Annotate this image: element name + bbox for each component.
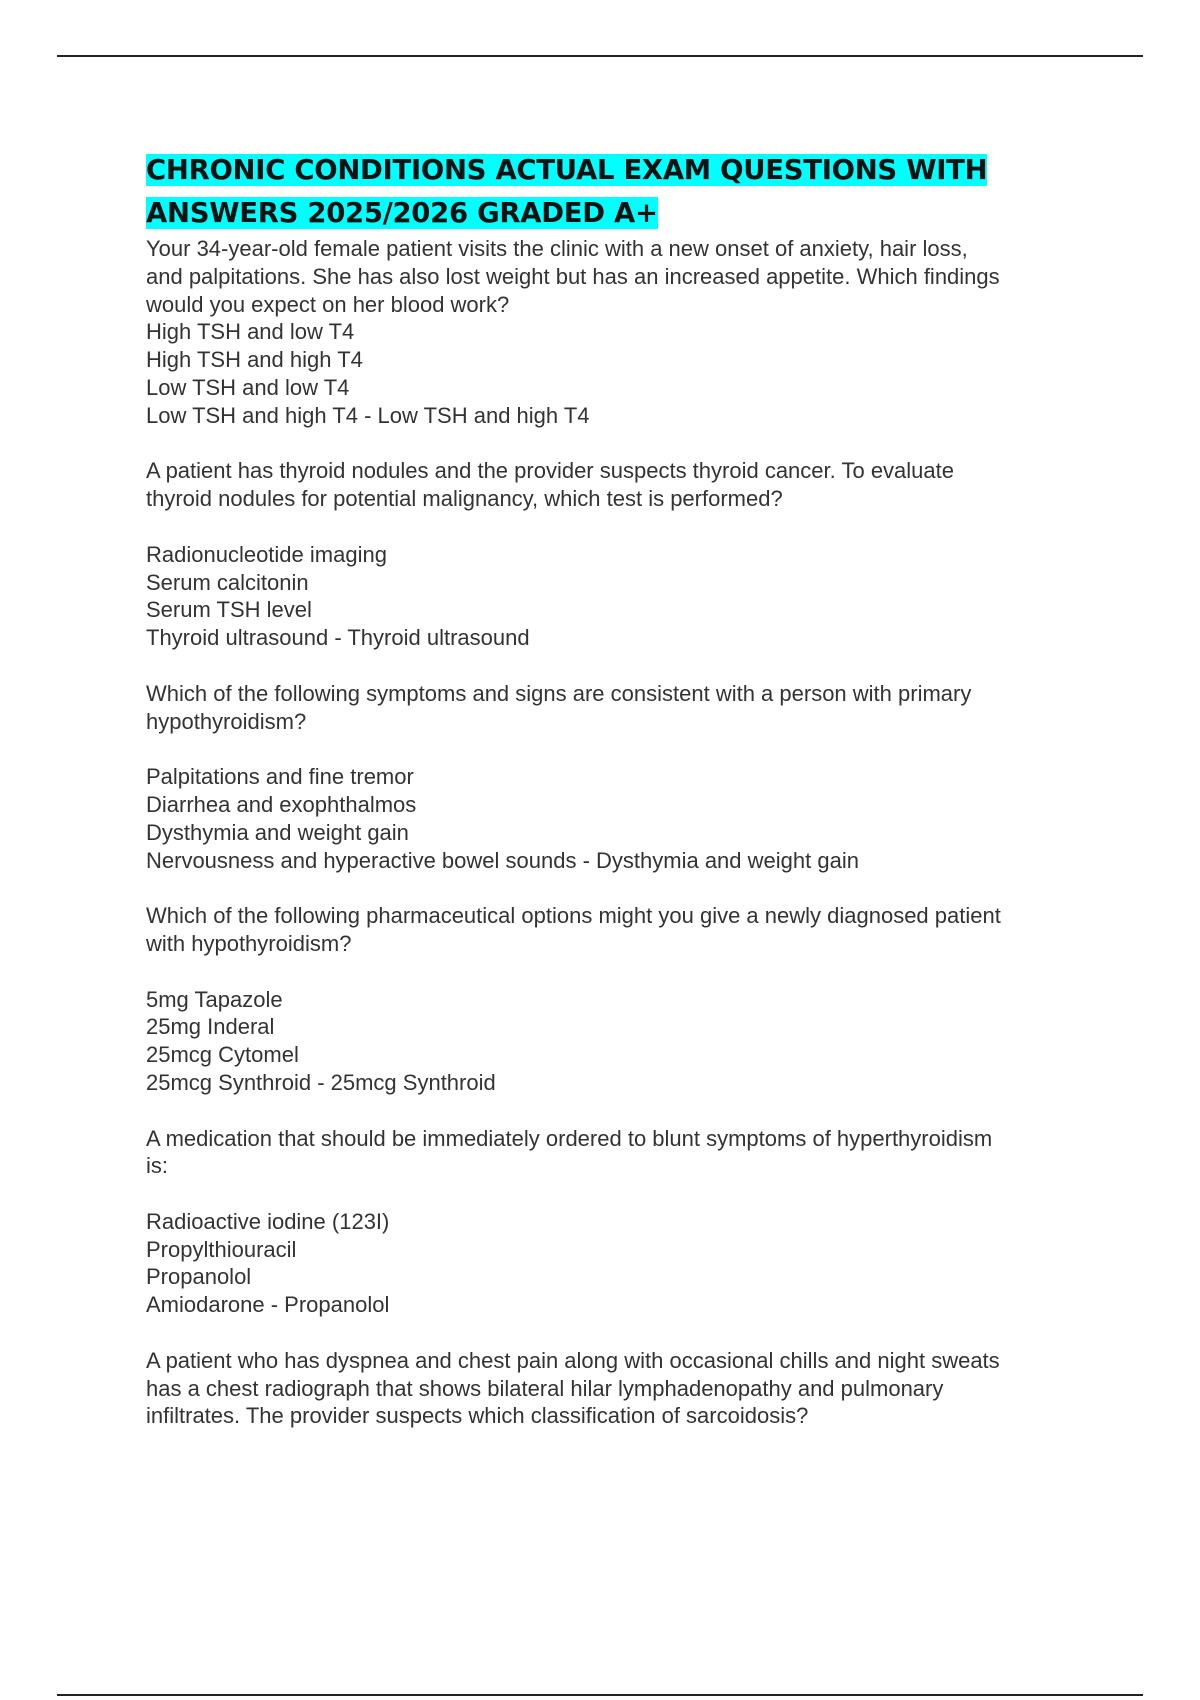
answer-option: Diarrhea and exophthalmos [146, 791, 417, 817]
question-stem-line: has a chest radiograph that shows bilateral hilar lymphadenopathy and pulmonary [146, 1375, 944, 1401]
document-body [146, 149, 1096, 1430]
blank-line [146, 652, 1096, 680]
question-stem-line: A patient who has dyspnea and chest pain along with occasional chills and night sweats [146, 1347, 1000, 1373]
blank-line [146, 1319, 1096, 1347]
footer-rule [57, 1694, 1143, 1696]
title-line-2: ANSWERS 2025/2026 GRADED A+ [146, 197, 658, 229]
blank-line [146, 1097, 1096, 1125]
answer-option: 5mg Tapazole [146, 986, 283, 1012]
question-list [146, 235, 1096, 1430]
question-stem-line: thyroid nodules for potential malignancy, which test is performed? [146, 486, 783, 512]
answer-option: Radionucleotide imaging [146, 541, 387, 567]
blank-line [146, 735, 1096, 763]
answer-option: Propanolol [146, 1264, 252, 1290]
question-stem-line: Which of the following symptoms and signs are consistent with a person with primary [146, 680, 972, 706]
answer-option: Amiodarone - Propanolol [146, 1292, 390, 1318]
blank-line [146, 874, 1096, 902]
question-stem-line: would you expect on her blood work? [146, 291, 510, 317]
answer-option: High TSH and low T4 [146, 319, 355, 345]
blank-line [146, 430, 1096, 458]
blank-line [146, 958, 1096, 986]
answer-option: Nervousness and hyperactive bowel sounds - Dysthymia and weight gain [146, 847, 859, 873]
header-rule [57, 55, 1143, 57]
answer-option: Serum TSH level [146, 597, 312, 623]
question-block [146, 652, 1096, 874]
question-block [146, 235, 1096, 430]
document-title [146, 149, 1096, 235]
blank-line [146, 513, 1096, 541]
question-block [146, 1097, 1096, 1319]
answer-option: Palpitations and fine tremor [146, 764, 414, 790]
answer-option: Low TSH and low T4 [146, 374, 350, 400]
answer-option: Serum calcitonin [146, 569, 309, 595]
question-block [146, 430, 1096, 652]
answer-option: Dysthymia and weight gain [146, 819, 409, 845]
answer-option: Radioactive iodine (123I) [146, 1208, 390, 1234]
answer-option: 25mcg Synthroid - 25mcg Synthroid [146, 1069, 496, 1095]
blank-line [146, 1180, 1096, 1208]
answer-option: Propylthiouracil [146, 1236, 297, 1262]
question-stem-line: hypothyroidism? [146, 708, 307, 734]
title-line-1: CHRONIC CONDITIONS ACTUAL EXAM QUESTIONS WITH [146, 154, 988, 186]
question-stem-line: is: [146, 1153, 168, 1179]
answer-option: Low TSH and high T4 - Low TSH and high T4 [146, 402, 590, 428]
answer-option: 25mg Inderal [146, 1014, 275, 1040]
question-stem-line: infiltrates. The provider suspects which classification of sarcoidosis? [146, 1403, 809, 1429]
question-stem-line: Which of the following pharmaceutical options might you give a newly diagnosed patient [146, 903, 1001, 929]
answer-option: Thyroid ultrasound - Thyroid ultrasound [146, 625, 530, 651]
question-block [146, 874, 1096, 1096]
answer-option: High TSH and high T4 [146, 347, 363, 373]
answer-option: 25mcg Cytomel [146, 1042, 299, 1068]
question-stem-line: A patient has thyroid nodules and the provider suspects thyroid cancer. To evaluate [146, 458, 954, 484]
question-stem-line: with hypothyroidism? [146, 930, 352, 956]
question-stem-line: Your 34-year-old female patient visits the clinic with a new onset of anxiety, hair loss, [146, 236, 968, 261]
question-stem-line: A medication that should be immediately ordered to blunt symptoms of hyperthyroidism [146, 1125, 993, 1151]
question-block [146, 1319, 1096, 1430]
question-stem-line: and palpitations. She has also lost weight but has an increased appetite. Which findings [146, 263, 1000, 289]
